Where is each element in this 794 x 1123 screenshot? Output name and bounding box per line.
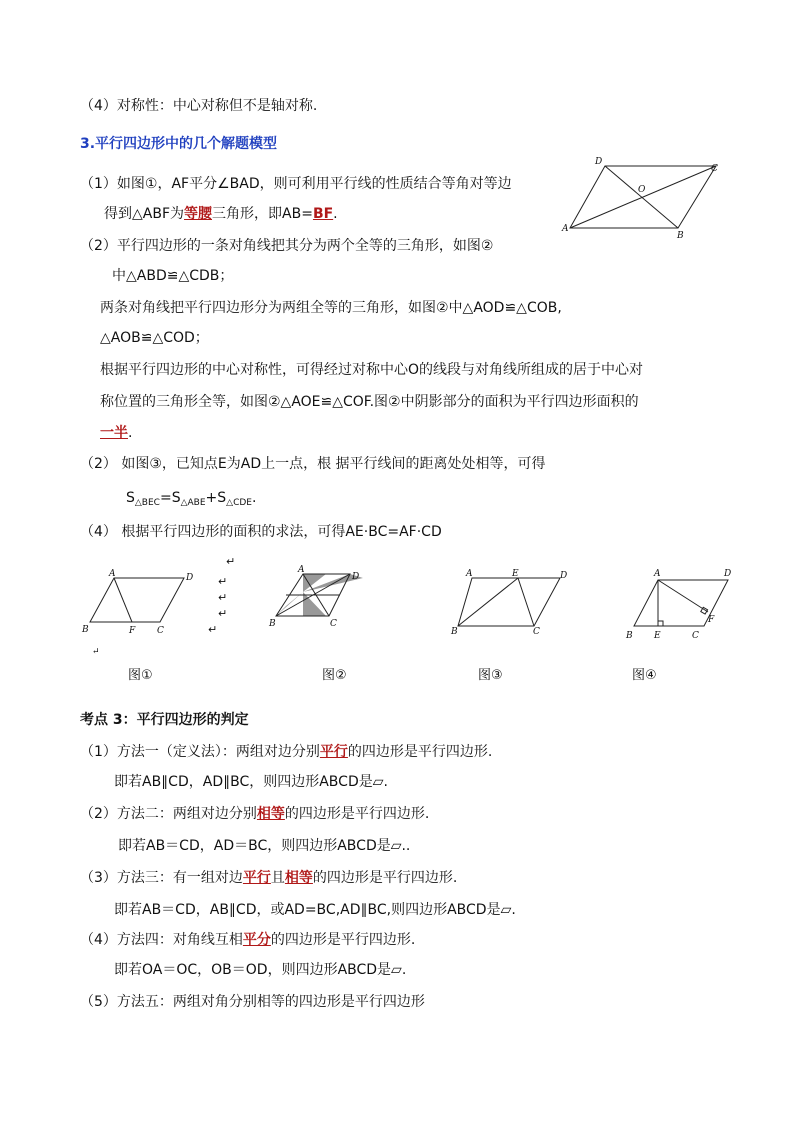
method-2 [80,804,429,824]
text-span: （2）方法二：两组对边分别 [80,806,257,822]
method-3 [80,868,457,888]
label-b: B [677,231,684,238]
text-span: 的四边形是平行四边形. [347,744,493,760]
method-5: （5）方法五：两组对角分别相等的四边形是平行四边形 [80,994,425,1010]
text-span: 的四边形是平行四边形. [270,932,416,948]
subscript: △CDE [226,498,252,508]
return-mark: ↵ [218,575,228,588]
return-mark: ↵ [218,607,228,620]
text-span: 三角形，即AB= [212,206,313,222]
label-d: D [595,157,603,167]
caption-figure-4: 图④ [632,668,657,683]
label-f: F [129,626,136,636]
method-1 [80,742,492,762]
model-4-line-1: （4） 根据平行四边形的面积的求法，可得AE·BC=AF·CD [80,524,442,540]
label-d: D [186,573,194,583]
label-c: C [692,631,699,641]
label-a: A [466,569,473,579]
return-mark: ↵ [218,591,228,604]
label-a: A [298,565,305,575]
label-b: B [451,627,458,637]
label-c: C [157,626,164,636]
method-3-example: 即若AB＝CD，AB∥CD，或AD=BC,AD∥BC,则四边形ABCD是▱. [114,902,516,918]
parallelogram-outline [90,578,184,622]
segment-be [458,578,518,626]
label-e: E [654,631,661,641]
figure-2 [266,564,376,634]
diagonal-ac [570,166,716,228]
text-span: （1）方法一（定义法）：两组对边分别 [80,744,320,760]
method-4 [80,930,415,950]
figure-4 [620,562,750,644]
parallelogram-diagonals-figure [560,156,726,238]
answer-isosceles: 等腰 [184,206,213,222]
segment-af [114,578,132,622]
label-a: A [654,569,661,579]
label-o: O [638,185,646,195]
label-d: D [560,571,568,581]
label-d: D [724,569,732,579]
label-d: D [352,572,360,582]
label-e: E [512,569,519,579]
method-1-example: 即若AB∥CD，AD∥BC，则四边形ABCD是▱. [114,774,388,790]
label-c: C [533,627,540,637]
answer-equal: 相等 [284,870,313,886]
label-b: B [269,619,276,629]
text-span: （3）方法三：有一组对边 [80,870,243,886]
model-1-line-2 [104,204,338,224]
text-span: . [333,206,338,222]
text-span: S [126,490,135,506]
model-2-line-3: 两条对角线把平行四边形分为两组全等的三角形，如图②中△AOD≌△COB, [100,300,562,316]
right-angle-mark [658,621,663,626]
text-span: （4）方法四：对角线互相 [80,932,243,948]
model-2-line-5: 根据平行四边形的中心对称性，可得经过对称中心O的线段与对角线所组成的居于中心对 [100,362,644,378]
segment-ec [518,578,534,626]
text-span: 的四边形是平行四边形. [312,870,458,886]
symmetry-property: （4）对称性：中心对称但不是轴对称. [80,98,318,114]
figure-1 [76,566,204,658]
label-f: F [708,615,715,625]
answer-equal: 相等 [256,806,285,822]
diagonal-bd [605,166,678,228]
caption-figure-1: 图① [128,668,153,683]
area-formula [126,488,256,513]
label-a: A [562,224,569,234]
caption-figure-2: 图② [322,668,347,683]
text-span: =S [159,490,181,506]
answer-bf: BF [312,206,334,222]
model-2-line-4: △AOB≌△COD； [100,330,209,346]
answer-half: 一半 [100,425,128,441]
model-2-line-1: （2）平行四边形的一条对角线把其分为两个全等的三角形，如图② [80,238,494,254]
label-a: A [109,569,116,579]
caption-figure-3: 图③ [478,668,503,683]
answer-parallel: 平行 [242,870,271,886]
method-4-example: 即若OA＝OC，OB＝OD，则四边形ABCD是▱. [114,962,407,978]
shaded-region [303,592,326,616]
model-3-line-1: （2） 如图③，已知点E为AD上一点，根 据平行线间的距离处处相等，可得 [80,456,546,472]
altitude-af [658,580,708,612]
return-mark: ↵ [92,647,100,657]
return-mark: ↵ [208,623,218,636]
kaodian-3-title: 考点 3：平行四边形的判定 [80,712,249,728]
label-b: B [82,625,89,635]
text-span: 的四边形是平行四边形. [284,806,430,822]
label-c: C [330,619,337,629]
answer-parallel: 平行 [319,744,348,760]
text-span: 得到△ABF为 [104,206,185,222]
method-2-example: 即若AB＝CD，AD＝BC，则四边形ABCD是▱.. [118,838,411,854]
text-span: 且 [270,870,285,886]
subscript: △BEC [134,498,160,508]
text-span: +S [205,490,227,506]
subscript: △ABE [180,498,206,508]
label-c: C [711,164,718,174]
model-2-line-2: 中△ABD≌△CDB； [112,268,234,284]
model-2-line-6: 称位置的三角形全等，如图②△AOE≌△COF.图②中阴影部分的面积为平行四边形面积的 [100,394,639,410]
figure-3 [450,564,568,640]
answer-bisect: 平分 [242,932,271,948]
model-1-line-1: （1）如图①，AF平分∠BAD，则可利用平行线的性质结合等角对等边 [80,176,512,192]
section-3-title: 3.平行四边形中的几个解题模型 [80,136,278,152]
text-span: . [252,490,257,506]
model-2-line-7 [100,423,132,443]
return-mark: ↵ [226,555,236,568]
text-span: . [128,425,133,441]
label-b: B [626,631,633,641]
